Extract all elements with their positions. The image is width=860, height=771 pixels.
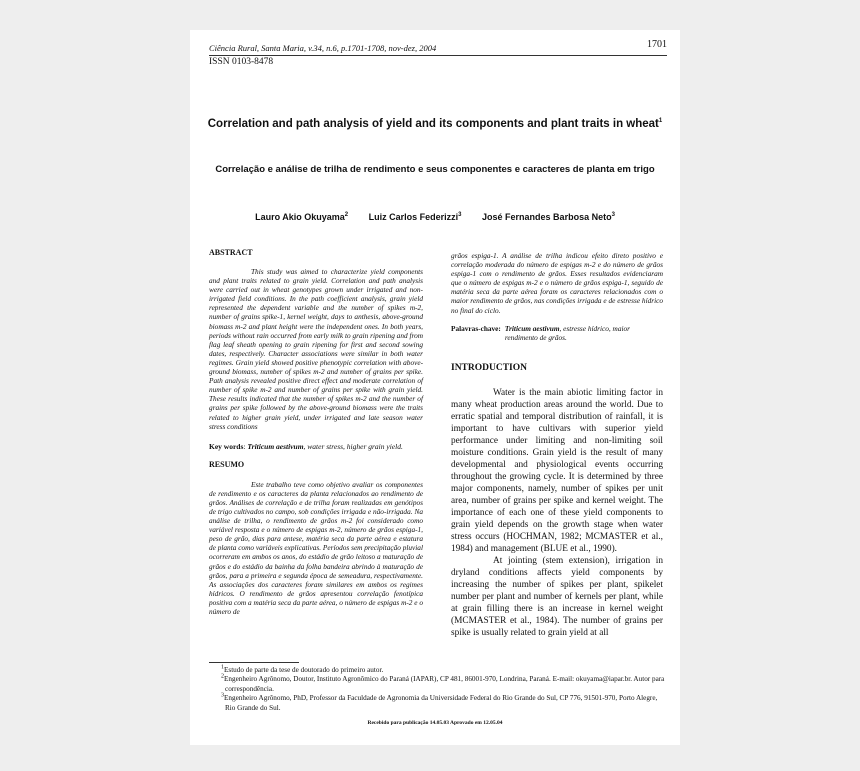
footnote-3: $^3$Engenheiro Agrônomo, PhD, Professor da Faculdade de Agronomia da Universidade Federal do Rio Grande do Sul, CP 776, 91501-970, Porto Alegre, Rio Grande do Sul. [221,692,658,712]
author-3-name: José Fernandes Barbosa Neto [482,212,612,222]
palavras-label: Palavras-chave: [451,323,501,333]
footnote-1: $^1$Estudo de parte da tese de doutorado do primeiro autor. [221,664,384,674]
footnote-2: $^2$Engenheiro Agrônomo, Doutor, Instituto Agronômico do Paraná (IAPAR), CP 481, 86001-970, Londrina, Paraná. E-mail: okuyama@iapar.br. Autor para correspondência. [221,674,665,693]
abstract-body: This study was aimed to characterize yield components and plant traits related to grain yield. Correlation and path analysis were carried out in wheat genotypes grown under irrigated and non-irrigated field conditions. In the path coefficient analysis, grain yield represented the dependent variable and the number of spikes m-2, number of grains spike-1, kernel weight, days to anthesis, above-ground biomass m-2 and plant height were the independent ones. In both years, periods without rain occurred from early milk to grain ripening and from flag leaf sheath opening to grain ripening for first and second sowing dates, respectively. Character associations were similar in both water regimes. Grain yield showed positive phenotypic correlation with above-ground biomass, number of spikes m-2 and number of grains per spike. Path analysis revealed positive direct effect and moderate correlation of number of spike m-2 and number of grains per spike with grain yield. These results indicated that the number of spikes m-2 and the number of grains per spike followed by the above-ground biomass were the traits related to higher grain yield, under irrigated and late season water stress conditions [209,267,423,431]
resumo-continued: grãos espiga-1. A análise de trilha indicou efeito direto positivo e correlação moderada do número de espigas m-2 e do número de grãos espiga-1 com o rendimento de grãos. Esses resultados evidenciaram que o número de espigas m-2 e o número de grãos espiga-1, seguido de matéria seca da parte aérea foram os caracteres relacionados com o maior rendimento de grãos, nas condições irrigada e de estresse hídrico no final do ciclo. [451,251,663,315]
author-2: Luiz Carlos Federizzi$^3$ [368,212,462,222]
left-column [209,248,423,616]
running-header [209,41,667,56]
introduction-paragraph-2: At jointing (stem extension), irrigation in dryland conditions affects yield components by increasing the number of spikes per plant, spikelet number per plant and number of kernels per plant, while at grain filling there is an increase in kernel weight (MCMASTER et al., 1984). The number of grains per spike is usually related to grain yield at all [451,555,663,638]
author-3: José Fernandes Barbosa Neto$^3$ [482,212,615,222]
journal-citation: Ciência Rural, Santa Maria, v.34, n.6, p.1701-1708, nov-dez, 2004 [209,43,437,53]
palavras-terms: , estresse hídrico, maior rendimento de grãos. [504,323,630,342]
palavras-species: Triticum aestivum [504,323,560,333]
paper-title-text: Correlation and path analysis of yield and its components and plant traits in wheat [207,118,659,130]
keywords: Key words: Triticum aestivum, water stress, higher grain yield. [209,441,403,451]
palavras-chave [451,324,663,342]
introduction-paragraph-1: Water is the main abiotic limiting factor in many wheat production areas around the world. Due to erratic spatial and temporal distribution of rainfall, it is important to have cultivars with superior yield performance under limiting and non-limiting soil moisture conditions. Grain yield is the result of many developmental and physiological events occurring throughout the growing cycle. It is determined by three major components, namely, number of spikes per unit area, number of grains per spike and kernel weight. The importance of each one of these yield components to grain yield depends on the growth stage when water stress occurs (HOCHMAN, 1982; MCMASTER et al., 1984) and management (BLUE et al., 1990). [451,387,663,554]
introduction-heading: INTRODUCTION [451,362,528,373]
author-2-name: Luiz Carlos Federizzi [368,212,459,222]
paper-title [200,118,670,130]
right-column [451,251,663,639]
author-1-name: Lauro Akio Okuyama [255,212,345,222]
footnotes [209,666,665,713]
author-1: Lauro Akio Okuyama$^2$ [255,212,349,222]
issn: ISSN 0103-8478 [209,57,274,67]
keywords-terms: , water stress, higher grain yield. [303,441,403,451]
introduction-body [451,387,663,639]
footnote-divider [209,662,299,663]
title-footnote-mark: 1 [658,118,663,125]
resumo-heading: RESUMO [209,459,245,469]
received-date: Recebido para publicação 14.05.03 Aprovado em 12.05.04 [367,720,503,726]
keywords-label: Key words [209,441,244,451]
resumo-body: Este trabalho teve como objetivo avaliar os componentes de rendimento e os caracteres da planta relacionados ao rendimento de grãos. Análises de correlação e de trilha foram realizadas em genótipos de trigo cultivados no campo, sob condições irrigada e não-irrigada. Na análise de trilha, o rendimento de grãos m-2 foi considerado como variável resposta e o número de espigas m-2, número de grãos espiga-1, peso de grão, dias para antese, matéria seca da parte aérea e estatura de planta como variáveis explicativas. Períodos sem precipitação pluvial ocorreram em ambos os anos, do estádio de grão leitoso a maturação de grãos e do estádio da bainha da folha bandeira abrindo à maturação de grãos, para a primeira e segunda época de semeadura, respectivamente. As associações dos caracteres foram similares em ambos os regimes hídricos. O rendimento de grãos apresentou correlação fenotípica positiva com a matéria seca da parte aérea, o número de espigas m-2 e o número de [209,479,423,616]
abstract-heading: ABSTRACT [209,248,253,257]
keywords-species: Triticum aestivum [247,441,304,451]
page-number: 1701 [647,39,667,50]
paper-subtitle: Correlação e análise de trilha de rendimento e seus componentes e caracteres de planta em trigo [215,164,655,175]
author-list [200,212,670,222]
